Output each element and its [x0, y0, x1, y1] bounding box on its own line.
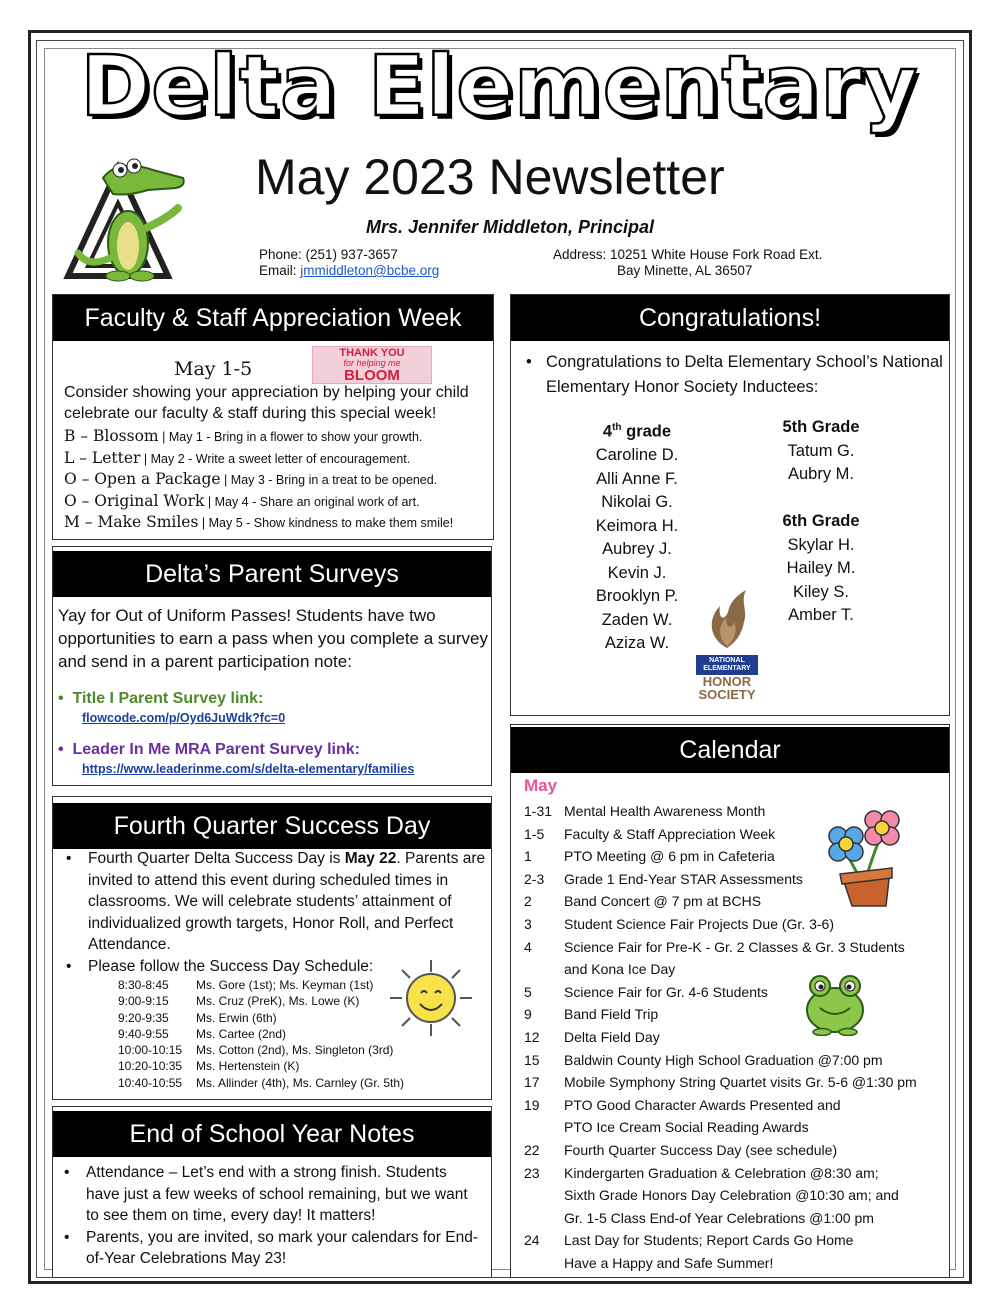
inductee-name: Aubrey J. [602, 540, 672, 558]
nehs-logo-society: SOCIETY [698, 687, 756, 702]
calendar-event-day: 3 [524, 915, 532, 932]
title-one-survey-label: • Title I Parent Survey link: [58, 690, 264, 707]
newsletter-subtitle: May 2023 Newsletter [255, 149, 725, 205]
email-label: Email: [259, 263, 297, 278]
calendar-event-text: Mobile Symphony String Quartet visits Gr. 5-6 @1:30 pm [564, 1074, 917, 1091]
list-item: • Attendance – Let’s end with a strong finish. Students have just a few weeks of school remaining, but we want to see them on time, every day! It matters! [64, 1162, 484, 1227]
calendar-event-text: PTO Meeting @ 6 pm in Cafeteria [564, 848, 775, 865]
inductee-name: Nikolai G. [601, 493, 673, 511]
appreciation-heading: Faculty & Staff Appreciation Week [53, 295, 493, 341]
calendar-event [524, 1071, 954, 1094]
calendar-event-text: Fourth Quarter Success Day (see schedule) [564, 1141, 838, 1158]
calendar-event-text: Science Fair for Gr. 4-6 Students [564, 983, 768, 1000]
calendar-event-day: 23 [524, 1164, 540, 1181]
list-item: M – Make Smiles | May 5 - Show kindness to make them smile! [64, 513, 454, 532]
grade-4-heading: 4th grade [602, 422, 672, 441]
schedule-row: 10:00-10:15 Ms. Cotton (2nd), Ms. Singleton (3rd) [118, 1043, 394, 1058]
calendar-event-day: 9 [524, 1006, 532, 1023]
calendar-event-day: 12 [524, 1028, 540, 1045]
calendar-event-day: 24 [524, 1232, 540, 1249]
calendar-event-day: 5 [524, 983, 532, 1000]
calendar-event-day: 1 [524, 848, 532, 865]
newsletter-title: Delta Elementary [80, 37, 919, 135]
calendar-event-text: Have a Happy and Safe Summer! [564, 1254, 774, 1271]
badge-mid-text: for helping me [343, 358, 401, 368]
congrats-intro-list [526, 350, 946, 400]
calendar-event [524, 1026, 954, 1049]
calendar-event-text: Faculty & Staff Appreciation Week [564, 825, 776, 842]
inductee-name: Aziza W. [604, 634, 670, 652]
list-item: L – Letter | May 2 - Write a sweet letter of encouragement. [64, 448, 411, 467]
inductee-name: Tatum G. [787, 441, 855, 460]
nehs-logo-honor: HONOR [702, 674, 752, 689]
inductee-name: Zaden W. [601, 610, 673, 629]
badge-bottom-text: BLOOM [344, 367, 400, 384]
alligator-mascot-icon [58, 148, 218, 288]
calendar-event-text: and Kona Ice Day [564, 961, 676, 978]
nehs-logo-band: NATIONAL ELEMENTARY [696, 655, 758, 675]
list-item: • Fourth Quarter Delta Success Day is May 22. Parents are invited to attend this event during scheduled times in classrooms. We will celebrate students’ attainment of individualized growth targets, Honor Roll, and Perfect Attendance. [66, 848, 486, 956]
inductee-name: Kiley S. [793, 582, 849, 601]
end-of-year-list [64, 1162, 484, 1270]
calendar-event-text: Delta Field Day [564, 1028, 660, 1045]
calendar-event [524, 913, 954, 936]
leader-in-me-survey-label: • Leader In Me MRA Parent Survey link: [58, 741, 360, 758]
calendar-event-text: Sixth Grade Honors Day Celebration @10:30 am; and [564, 1187, 899, 1204]
flower-pot-icon [816, 808, 908, 908]
calendar-event-text: Mental Health Awareness Month [564, 803, 766, 819]
calendar-event [524, 1049, 954, 1072]
grade-4-column [578, 416, 696, 656]
schedule-row: 8:30-8:45 Ms. Gore (1st); Ms. Keyman (1st) [118, 978, 374, 992]
calendar-event-day: 4 [524, 938, 532, 955]
schedule-row: 9:40-9:55 Ms. Cartee (2nd) [118, 1026, 287, 1041]
calendar-event-day: 17 [524, 1074, 540, 1091]
inductee-name: Skylar H. [787, 535, 855, 554]
appreciation-intro: Consider showing your appreciation by helping your child celebrate our faculty & staff during this special week! [64, 384, 469, 422]
calendar-event-day: 1-5 [524, 825, 545, 842]
calendar-event-text: Gr. 1-5 Class End-of Year Celebrations @1:00 pm [564, 1209, 874, 1226]
success-day-schedule [118, 977, 404, 1091]
list-item: B – Blossom | May 1 - Bring in a flower to show your growth. [64, 427, 423, 445]
email-line [259, 263, 439, 279]
list-item: • Parents, you are invited, so mark your calendars for End-of-Year Celebrations May 23! [64, 1227, 484, 1270]
contact-block [259, 247, 439, 279]
calendar-event-day: 1-31 [524, 803, 553, 819]
calendar-event-text: Band Concert @ 7 pm at BCHS [564, 893, 762, 910]
leader-in-me-survey-link[interactable]: https://www.leaderinme.com/s/delta-elementary/families [82, 762, 415, 776]
calendar-event-text: Student Science Fair Projects Due (Gr. 3-6) [564, 915, 834, 932]
calendar-event-day: 2-3 [524, 870, 545, 887]
calendar-event [524, 1003, 954, 1026]
title-one-survey-link[interactable]: flowcode.com/p/Oyd6JuWdk?fc=0 [82, 711, 286, 725]
appreciation-dates: May 1-5 [174, 358, 253, 380]
schedule-row: 9:00-9:15 Ms. Cruz (PreK), Ms. Lowe (K) [118, 994, 360, 1009]
grade-6-heading: 6th Grade [782, 512, 860, 530]
inductee-name: Alli Anne F. [596, 469, 678, 488]
success-day-heading: Fourth Quarter Success Day [53, 803, 491, 849]
schedule-row: 9:20-9:35 Ms. Erwin (6th) [118, 1010, 277, 1025]
list-item: O – Original Work | May 4 - Share an original work of art. [64, 491, 420, 510]
phone-number: Phone: (251) 937-3657 [259, 247, 398, 262]
list-item: • Congratulations to Delta Elementary School’s National Elementary Honor Society Inductees: [526, 350, 946, 400]
frog-icon [800, 970, 870, 1036]
grade-5-column [762, 416, 880, 628]
inductee-name: Aubry M. [787, 465, 855, 483]
inductee-name: Keimora H. [595, 516, 679, 535]
calendar-month: May [524, 776, 558, 795]
inductee-name: Brooklyn P. [595, 587, 679, 605]
calendar-event-text: Band Field Trip [564, 1006, 659, 1023]
thank-you-bloom-badge [312, 346, 432, 384]
congrats-heading: Congratulations! [511, 295, 949, 341]
end-of-year-heading: End of School Year Notes [53, 1111, 491, 1157]
calendar-event-text: PTO Ice Cream Social Reading Awards [564, 1119, 809, 1136]
calendar-event [524, 1094, 954, 1139]
badge-top-text: THANK YOU [339, 347, 405, 359]
schedule-row: 10:20-10:35 Ms. Hertenstein (K) [118, 1059, 300, 1074]
torch-flame-icon [690, 588, 764, 650]
calendar-heading: Calendar [511, 727, 949, 773]
calendar-event-text: Kindergarten Graduation & Celebration @8:30 am; [564, 1164, 879, 1181]
calendar-event-day: 19 [524, 1096, 540, 1113]
surveys-heading: Delta’s Parent Surveys [53, 551, 491, 597]
calendar-event-day: 15 [524, 1051, 540, 1068]
inductee-name: Hailey M. [786, 559, 856, 577]
calendar-event [524, 981, 954, 1004]
calendar-event-text: Baldwin County High School Graduation @7:00 pm [564, 1051, 883, 1068]
address-line-2: Bay Minette, AL 36507 [617, 263, 753, 278]
appreciation-list [64, 427, 494, 535]
calendar-event-text: Grade 1 End-Year STAR Assessments [564, 870, 803, 887]
calendar-event [524, 936, 954, 981]
schedule-row: 10:40-10:55 Ms. Allinder (4th), Ms. Carnley (Gr. 5th) [118, 1075, 405, 1090]
calendar-event-text: PTO Good Character Awards Presented and [564, 1096, 841, 1113]
inductee-name: Kevin J. [607, 563, 667, 582]
address-line-1: Address: 10251 White House Fork Road Ext. [553, 247, 823, 262]
calendar-event-text: Science Fair for Pre-K - Gr. 2 Classes & Gr. 3 Students [564, 938, 905, 955]
inductee-name: Amber T. [788, 606, 854, 624]
calendar-event-day: 2 [524, 893, 532, 910]
calendar-event-text: Last Day for Students; Report Cards Go Home [564, 1232, 854, 1249]
calendar-event [524, 1162, 954, 1230]
calendar-event [524, 1139, 954, 1162]
email-link[interactable]: jmmiddleton@bcbe.org [300, 263, 440, 278]
list-item: • Please follow the Success Day Schedule: [66, 956, 486, 978]
calendar-event [524, 1229, 954, 1274]
nehs-logo [690, 588, 764, 700]
grade-5-heading: 5th Grade [782, 418, 860, 436]
inductee-name: Caroline D. [595, 446, 679, 464]
list-item: O – Open a Package | May 3 - Bring in a treat to be opened. [64, 470, 438, 489]
calendar-event-day: 22 [524, 1141, 540, 1158]
surveys-intro: Yay for Out of Uniform Passes! Students have two opportunities to earn a pass when you complete a survey and send in a parent participation note: [58, 606, 488, 671]
principal-name: Mrs. Jennifer Middleton, Principal [366, 217, 655, 237]
address-block [553, 247, 822, 279]
